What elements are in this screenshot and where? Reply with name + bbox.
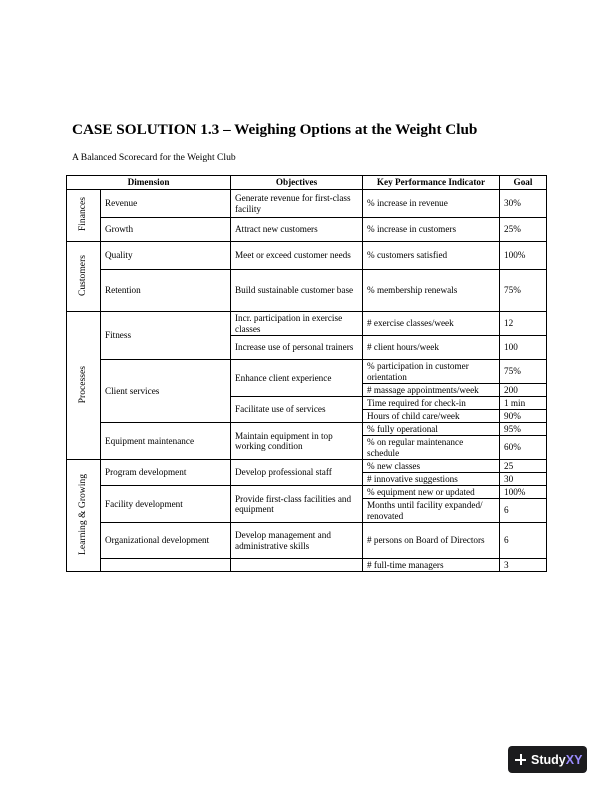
kpi-cell: # client hours/week: [363, 336, 500, 360]
perspective-customers: [67, 242, 101, 312]
goal-cell: 60%: [500, 436, 547, 460]
kpi-cell: % membership renewals: [363, 270, 500, 312]
goal-cell: 30%: [500, 190, 547, 218]
table-row: [67, 218, 547, 242]
header-dimension: Dimension: [67, 176, 231, 190]
kpi-cell: % increase in revenue: [363, 190, 500, 218]
plus-icon: [515, 754, 526, 765]
header-kpi: Key Performance Indicator: [363, 176, 500, 190]
perspective-finances: [67, 190, 101, 242]
logo-text-xy: XY: [565, 752, 583, 767]
kpi-cell: % equipment new or updated: [363, 486, 500, 499]
table-row: [67, 460, 547, 473]
table-row: [67, 270, 547, 312]
table-row: [67, 486, 547, 499]
table-row: [67, 360, 547, 384]
dimension-cell: Organizational development: [101, 523, 231, 559]
objective-cell: Maintain equipment in top working condition: [231, 423, 363, 460]
goal-cell: 75%: [500, 270, 547, 312]
goal-cell: 100%: [500, 486, 547, 499]
table-row: [67, 523, 547, 559]
goal-cell: 90%: [500, 410, 547, 423]
objective-cell: Develop management and administrative skills: [231, 523, 363, 559]
dimension-cell: Facility development: [101, 486, 231, 523]
logo-text-study: Study: [531, 752, 566, 767]
kpi-cell: Time required for check-in: [363, 397, 500, 410]
objective-cell: Incr. participation in exercise classes: [231, 312, 363, 336]
dimension-cell: Fitness: [101, 312, 231, 360]
goal-cell: 1 min: [500, 397, 547, 410]
dimension-cell: Revenue: [101, 190, 231, 218]
perspective-processes: [67, 312, 101, 460]
kpi-cell: # innovative suggestions: [363, 473, 500, 486]
objective-cell: [231, 559, 363, 572]
goal-cell: 6: [500, 523, 547, 559]
balanced-scorecard-table: [66, 175, 547, 572]
kpi-cell: # massage appointments/week: [363, 384, 500, 397]
goal-cell: 12: [500, 312, 547, 336]
perspective-label: Processes: [77, 365, 89, 403]
header-row: [67, 176, 547, 190]
kpi-cell: % customers satisfied: [363, 242, 500, 270]
dimension-cell: Retention: [101, 270, 231, 312]
objective-cell: Develop professional staff: [231, 460, 363, 486]
table-row: [67, 242, 547, 270]
kpi-cell: % participation in customer orientation: [363, 360, 500, 384]
perspective-learning-growing: [67, 460, 101, 572]
objective-cell: Increase use of personal trainers: [231, 336, 363, 360]
dimension-cell: Program development: [101, 460, 231, 486]
table-row: [67, 190, 547, 218]
goal-cell: 3: [500, 559, 547, 572]
kpi-cell: Months until facility expanded/ renovated: [363, 499, 500, 523]
kpi-cell: % on regular maintenance schedule: [363, 436, 500, 460]
perspective-label: Learning & Growing: [77, 473, 89, 555]
header-goal: Goal: [500, 176, 547, 190]
goal-cell: 200: [500, 384, 547, 397]
objective-cell: Meet or exceed customer needs: [231, 242, 363, 270]
objective-cell: Attract new customers: [231, 218, 363, 242]
objective-cell: Enhance client experience: [231, 360, 363, 397]
table-caption: A Balanced Scorecard for the Weight Club: [72, 152, 236, 163]
table-row: [67, 312, 547, 336]
goal-cell: 100%: [500, 242, 547, 270]
perspective-label: Customers: [77, 254, 89, 296]
kpi-cell: Hours of child care/week: [363, 410, 500, 423]
objective-cell: Provide first-class facilities and equipment: [231, 486, 363, 523]
kpi-cell: % increase in customers: [363, 218, 500, 242]
document-title: CASE SOLUTION 1.3 – Weighing Options at the Weight Club: [72, 121, 478, 138]
dimension-cell: [101, 559, 231, 572]
kpi-cell: % fully operational: [363, 423, 500, 436]
table-row: [67, 423, 547, 436]
goal-cell: 100: [500, 336, 547, 360]
dimension-cell: Quality: [101, 242, 231, 270]
objective-cell: Facilitate use of services: [231, 397, 363, 423]
goal-cell: 25%: [500, 218, 547, 242]
goal-cell: 6: [500, 499, 547, 523]
dimension-cell: Growth: [101, 218, 231, 242]
table-row: [67, 559, 547, 572]
kpi-cell: # full-time managers: [363, 559, 500, 572]
goal-cell: 30: [500, 473, 547, 486]
objective-cell: Generate revenue for first-class facility: [231, 190, 363, 218]
kpi-cell: # persons on Board of Directors: [363, 523, 500, 559]
kpi-cell: # exercise classes/week: [363, 312, 500, 336]
objective-cell: Build sustainable customer base: [231, 270, 363, 312]
perspective-label: Finances: [77, 197, 89, 232]
kpi-cell: % new classes: [363, 460, 500, 473]
goal-cell: 25: [500, 460, 547, 473]
dimension-cell: Equipment maintenance: [101, 423, 231, 460]
dimension-cell: Client services: [101, 360, 231, 423]
studyxy-logo: [508, 746, 587, 773]
goal-cell: 95%: [500, 423, 547, 436]
goal-cell: 75%: [500, 360, 547, 384]
header-objectives: Objectives: [231, 176, 363, 190]
